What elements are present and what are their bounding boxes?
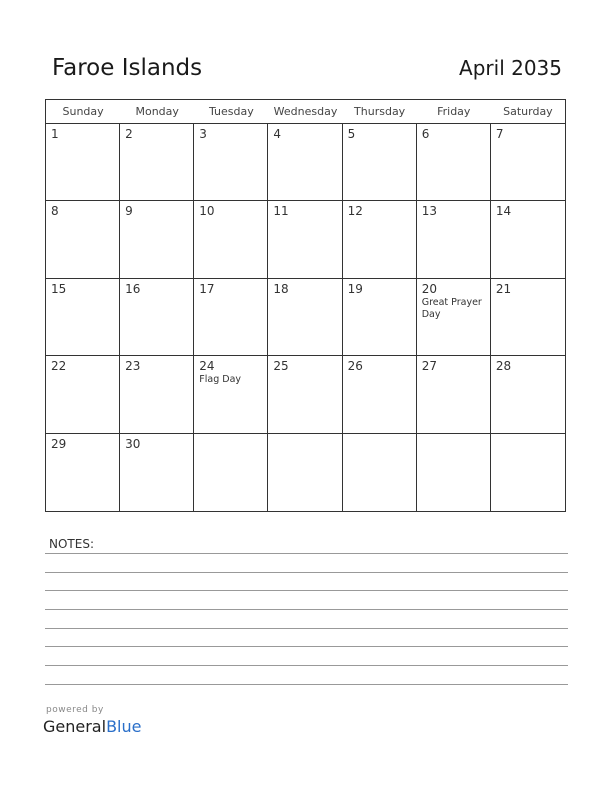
day-number: 30 [125,436,141,451]
day-cell [194,356,268,433]
day-number: 20 [421,281,437,296]
day-number: 6 [421,127,430,141]
weekday-header-row [46,100,565,124]
day-cell [120,124,194,201]
day-number: 11 [273,204,289,219]
day-number: 18 [273,281,289,296]
month-calendar-grid [45,99,566,512]
holiday-label: Flag Day [199,374,242,386]
day-number: 24 [199,359,215,374]
day-number: 28 [495,359,512,374]
note-line [45,572,568,573]
day-number: 15 [51,281,67,296]
powered-by-text: powered by [46,705,104,715]
day-cell [46,279,120,356]
weekday-label: Saturday [503,105,553,118]
weekday-label: Sunday [62,105,104,118]
day-cell [343,124,417,201]
day-cell [194,201,268,278]
day-cell [343,356,417,433]
day-cell [120,201,194,278]
day-number: 21 [495,281,512,296]
note-line [45,553,568,554]
day-cell [343,279,417,356]
day-cell [120,279,194,356]
day-cell [120,356,194,433]
day-number: 19 [347,281,363,296]
day-cell [343,201,417,278]
calendar-country-title: Faroe Islands [52,55,203,81]
day-cell [491,434,565,511]
day-cell [268,434,342,511]
note-line [45,646,568,647]
weekday-label: Monday [135,105,179,118]
brand-general: General [43,717,107,736]
weekday-label: Friday [437,105,471,118]
notes-label: NOTES: [49,537,94,551]
day-number: 1 [51,127,59,141]
day-cell [417,434,491,511]
day-cell [491,201,565,278]
day-cell [46,434,120,511]
day-cell [491,279,565,356]
day-number: 29 [51,436,67,451]
day-number: 25 [273,359,289,374]
brand-blue: Blue [106,717,142,736]
day-cell [120,434,194,511]
day-number: 7 [495,127,504,141]
day-cell [268,124,342,201]
holiday-label: Great Prayer Day [421,296,482,320]
day-cell [417,124,491,201]
weekday-label: Wednesday [273,105,338,118]
day-cell [417,201,491,278]
note-line [45,609,568,610]
day-number: 27 [421,359,437,374]
note-line [45,628,568,629]
day-number: 2 [125,127,133,141]
day-number: 8 [51,204,59,219]
note-line [45,665,568,666]
day-cell [491,124,565,201]
day-cell [194,279,268,356]
note-line [45,590,568,591]
day-cell [268,201,342,278]
day-number: 13 [421,204,437,219]
day-number: 16 [125,281,141,296]
day-number: 4 [273,127,282,141]
day-number: 3 [199,127,207,141]
day-number: 9 [125,204,133,219]
day-cell [417,279,491,356]
day-number: 12 [347,204,363,219]
day-cell [46,124,120,201]
day-number: 22 [51,359,67,374]
calendar-day-grid [46,124,565,511]
day-number: 14 [495,204,512,219]
day-cell [46,201,120,278]
day-number: 5 [347,127,356,141]
day-cell [46,356,120,433]
day-cell [491,356,565,433]
calendar-month-title: April 2035 [459,56,562,80]
day-number: 26 [347,359,363,374]
day-number: 10 [199,204,215,219]
note-line [45,684,568,685]
generalblue-logo [43,717,141,736]
day-cell [194,124,268,201]
day-cell [417,356,491,433]
day-cell [194,434,268,511]
day-cell [343,434,417,511]
day-cell [268,356,342,433]
day-number: 23 [125,359,141,374]
day-number: 17 [199,281,215,296]
weekday-label: Thursday [354,105,406,118]
day-cell [268,279,342,356]
weekday-label: Tuesday [208,105,254,118]
